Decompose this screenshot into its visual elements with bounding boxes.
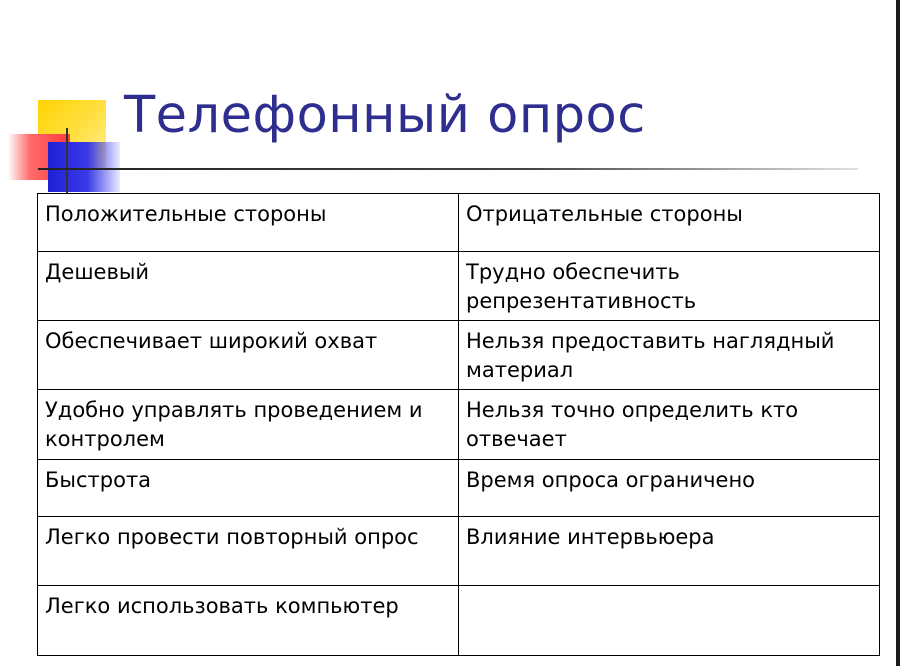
positive-cell: Легко провести повторный опрос (38, 517, 459, 586)
table-row (38, 586, 880, 656)
positive-cell: Дешевый (38, 252, 459, 321)
comparison-table (37, 193, 880, 656)
negative-cell: Нельзя предоставить наглядный материал (459, 321, 880, 390)
table-row (38, 460, 880, 517)
table-row (38, 252, 880, 321)
header-positive: Положительные стороны (38, 194, 459, 252)
positive-cell: Обеспечивает широкий охват (38, 321, 459, 390)
positive-cell: Удобно управлять проведением и контролем (38, 390, 459, 460)
vertical-rule (66, 128, 68, 194)
slide-title: Телефонный опрос (124, 86, 646, 145)
decorative-squares-logo (0, 0, 140, 200)
negative-cell: Время опроса ограничено (459, 460, 880, 517)
slide-right-border (896, 0, 900, 666)
positive-cell: Быстрота (38, 460, 459, 517)
negative-cell: Влияние интервьюера (459, 517, 880, 586)
table-row (38, 321, 880, 390)
negative-cell: Трудно обеспечить репрезентативность (459, 252, 880, 321)
blue-square-decoration (48, 142, 120, 192)
title-underline-rule (38, 168, 858, 170)
table-row (38, 390, 880, 460)
positive-cell: Легко использовать компьютер (38, 586, 459, 656)
negative-cell: Нельзя точно определить кто отвечает (459, 390, 880, 460)
negative-cell (459, 586, 880, 656)
table-row (38, 517, 880, 586)
table-header-row (38, 194, 880, 252)
header-negative: Отрицательные стороны (459, 194, 880, 252)
